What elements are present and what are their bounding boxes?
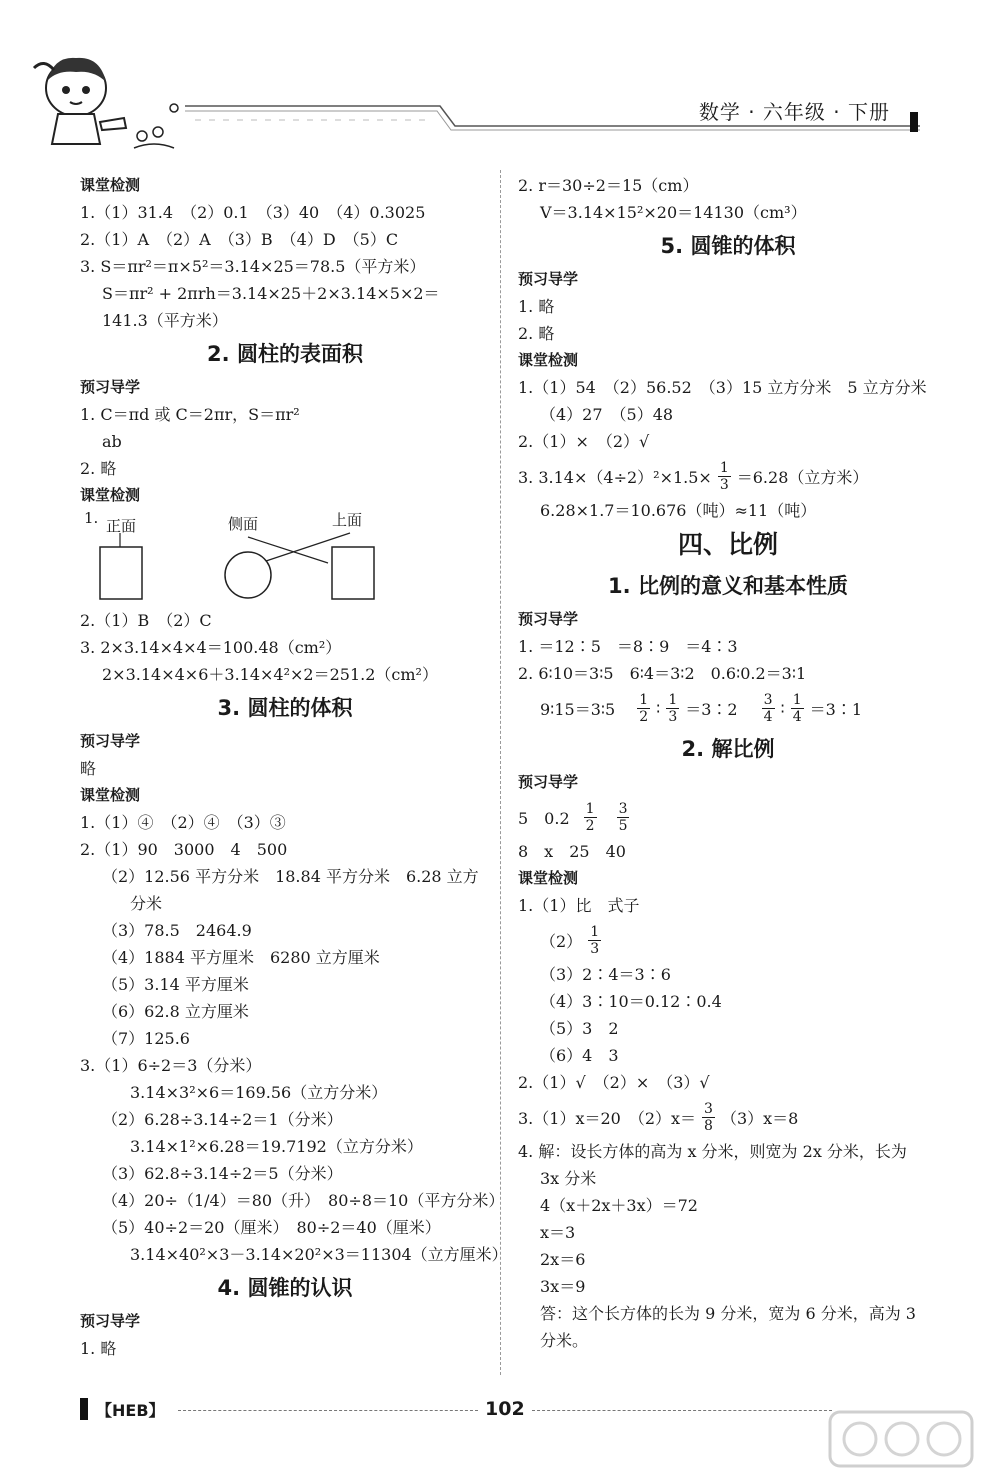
answer-line: 9∶15＝3∶5 $\frac{1}{2}$ ∶ $\frac{1}{3}$ ＝3∶2 $\frac{3}{4}$ ∶ $\frac{1}{4}$ ＝3∶1: [540, 691, 863, 725]
answer-line: 4（x＋2x＋3x）＝72: [540, 1196, 698, 1215]
footer-rule-right: [532, 1410, 832, 1411]
answer-line: 3.（1）6÷2＝3（分米）: [80, 1056, 262, 1075]
answer-line: （2）12.56 平方分米 18.84 平方分米 6.28 立方: [102, 867, 479, 886]
answer-line: 2. 略: [80, 459, 117, 478]
fraction: $\frac{1}{2}$: [639, 691, 649, 725]
answer-line: 3. 2×3.14×4×4＝100.48（cm²）: [80, 638, 342, 657]
fraction: $\frac{1}{3}$: [590, 923, 600, 957]
section-label: 课堂检测: [80, 486, 141, 504]
answer-line: 3.14×40²×3－3.14×20²×3＝11304（立方厘米）: [130, 1245, 508, 1264]
answer-line: （6）62.8 立方厘米: [102, 1002, 249, 1021]
answer-line: 3.14×1²×6.28＝19.7192（立方分米）: [130, 1137, 423, 1156]
answer-line: 6.28×1.7＝10.676（吨）≈11（吨）: [540, 501, 817, 520]
view-drawings: [80, 509, 400, 607]
answer-line: 141.3（平方米）: [102, 311, 228, 330]
footer-tag: 【HEB】: [96, 1401, 165, 1420]
answer-line: 2.（1）√ （2）× （3）√: [518, 1073, 710, 1092]
section-heading: 4. 圆锥的认识: [217, 1276, 353, 1300]
answer-line: （7）125.6: [102, 1029, 190, 1048]
answer-line: 1. 略: [518, 297, 555, 316]
answer-line: 1.（1）④ （2）④ （3）③: [80, 813, 286, 832]
answer-line: （4）20÷（1/4）＝80（升） 80÷8＝10（平方分米）: [102, 1191, 505, 1210]
watermark-logo: [826, 1408, 976, 1470]
answer-line: 1. ＝12∶5 ＝8∶9 ＝4∶3: [518, 637, 738, 656]
answer-line: （4）27 （5）48: [540, 405, 674, 424]
answer-line: 2×3.14×4×6＋3.14×4²×2＝251.2（cm²）: [102, 665, 438, 684]
page-number: 102: [485, 1398, 525, 1420]
answer-line: 2x＝6: [540, 1250, 586, 1269]
answer-line: 2.（1）A （2）A （3）B （4）D （5）C: [80, 230, 399, 249]
answer-line: （5）3.14 平方厘米: [102, 975, 249, 994]
fraction: $\frac{3}{5}$: [618, 800, 628, 834]
right-column: [518, 172, 938, 1354]
header-title: 数学 · 六年级 · 下册: [698, 100, 890, 124]
answer-line: （3）2∶4＝3∶6: [540, 965, 671, 984]
answer-line: （2） $\frac{1}{3}$: [540, 923, 600, 957]
answer-line: S＝πr² + 2πrh＝3.14×25＋2×3.14×5×2＝: [102, 284, 440, 303]
answer-line: 2.（1）× （2）√: [518, 432, 650, 451]
section-heading: 2. 解比例: [681, 737, 775, 761]
fraction: $\frac{1}{3}$: [719, 459, 729, 493]
answer-line: 8 x 25 40: [518, 842, 626, 861]
section-label: 预习导学: [518, 270, 579, 288]
left-column: [80, 172, 508, 1362]
fraction: $\frac{1}{4}$: [792, 691, 802, 725]
answer-line: 1. 略: [80, 1339, 117, 1358]
answer-line: （5）40÷2＝20（厘米） 80÷2＝40（厘米）: [102, 1218, 441, 1237]
answer-line: 分米: [130, 894, 163, 913]
fraction: $\frac{3}{4}$: [763, 691, 773, 725]
label-top: 上面: [332, 511, 363, 529]
answer-line: 4. 解：设长方体的高为 x 分米，则宽为 2x 分米，长为: [518, 1142, 907, 1161]
answer-line: 3. 3.14×（4÷2）²×1.5× $\frac{1}{3}$ ＝6.28（立方米）: [518, 459, 869, 493]
section-label: 预习导学: [80, 732, 141, 750]
section-label: 预习导学: [80, 378, 141, 396]
answer-line: 2.（1）90 3000 4 500: [80, 840, 288, 859]
answer-line: （6）4 3: [540, 1046, 619, 1065]
answer-line: 2. 略: [518, 324, 555, 343]
answer-line: 3. S＝πr²＝π×5²＝3.14×25＝78.5（平方米）: [80, 257, 426, 276]
fraction: $\frac{3}{8}$: [704, 1100, 713, 1134]
section-label: 课堂检测: [80, 176, 141, 194]
footer-rule-left: [178, 1410, 478, 1411]
section-heading: 1. 比例的意义和基本性质: [608, 574, 848, 598]
section-label: 课堂检测: [518, 869, 579, 887]
answer-line: 略: [80, 759, 97, 778]
answer-line: 答：这个长方体的长为 9 分米，宽为 6 分米，高为 3: [540, 1304, 916, 1323]
answer-line: （3）78.5 2464.9: [102, 921, 252, 940]
answer-line: 1. C＝πd 或 C＝2πr，S＝πr²: [80, 405, 300, 424]
answer-line: （4）3∶10＝0.12∶0.4: [540, 992, 722, 1011]
fraction: $\frac{1}{3}$: [668, 691, 678, 725]
mascot-illustration: [14, 48, 184, 158]
answer-line: 1.（1）31.4 （2）0.1 （3）40 （4）0.3025: [80, 203, 426, 222]
answer-line: （2）6.28÷3.14÷2＝1（分米）: [102, 1110, 343, 1129]
label-side: 侧面: [228, 515, 259, 533]
unit-heading: 四、比例: [677, 530, 778, 559]
view-figure: [80, 509, 490, 607]
footer-tab-marker: [80, 1398, 88, 1420]
section-label: 预习导学: [80, 1312, 141, 1330]
section-label: 预习导学: [518, 610, 579, 628]
answer-line: x＝3: [540, 1223, 576, 1242]
answer-line: 3.（1）x＝20 （2）x＝ $\frac{3}{8}$ （3）x＝8: [518, 1100, 799, 1134]
answer-line: （3）62.8÷3.14÷2＝5（分米）: [102, 1164, 343, 1183]
answer-line: ab: [102, 432, 122, 451]
section-label: 预习导学: [518, 773, 579, 791]
section-label: 课堂检测: [80, 786, 141, 804]
answer-line: 2.（1）B （2）C: [80, 611, 212, 630]
answer-line: V＝3.14×15²×20＝14130（cm³）: [540, 203, 807, 222]
section-heading: 5. 圆锥的体积: [660, 234, 796, 258]
figure-number: 1.: [84, 509, 99, 527]
answer-line: 3.14×3²×6＝169.56（立方分米）: [130, 1083, 388, 1102]
section-label: 课堂检测: [518, 351, 579, 369]
answer-line: 5 0.2 $\frac{1}{2}$ $\frac{3}{5}$: [518, 800, 628, 834]
answer-line: （4）1884 平方厘米 6280 立方厘米: [102, 948, 380, 967]
answer-line: 2. 6∶10＝3∶5 6∶4＝3∶2 0.6∶0.2＝3∶1: [518, 664, 807, 683]
answer-line: （5）3 2: [540, 1019, 619, 1038]
answer-line: 分米。: [540, 1331, 589, 1350]
answer-line: 1.（1）54 （2）56.52 （3）15 立方分米 5 立方分米: [518, 378, 927, 397]
fraction: $\frac{1}{2}$: [585, 800, 595, 834]
section-heading: 3. 圆柱的体积: [217, 696, 353, 720]
answer-line: 1.（1）比 式子: [518, 896, 640, 915]
answer-line: 3x＝9: [540, 1277, 586, 1296]
answer-line: 3x 分米: [540, 1169, 597, 1188]
label-front: 正面: [106, 517, 137, 535]
answer-line: 2. r＝30÷2＝15（cm）: [518, 176, 699, 195]
section-heading: 2. 圆柱的表面积: [207, 342, 363, 366]
